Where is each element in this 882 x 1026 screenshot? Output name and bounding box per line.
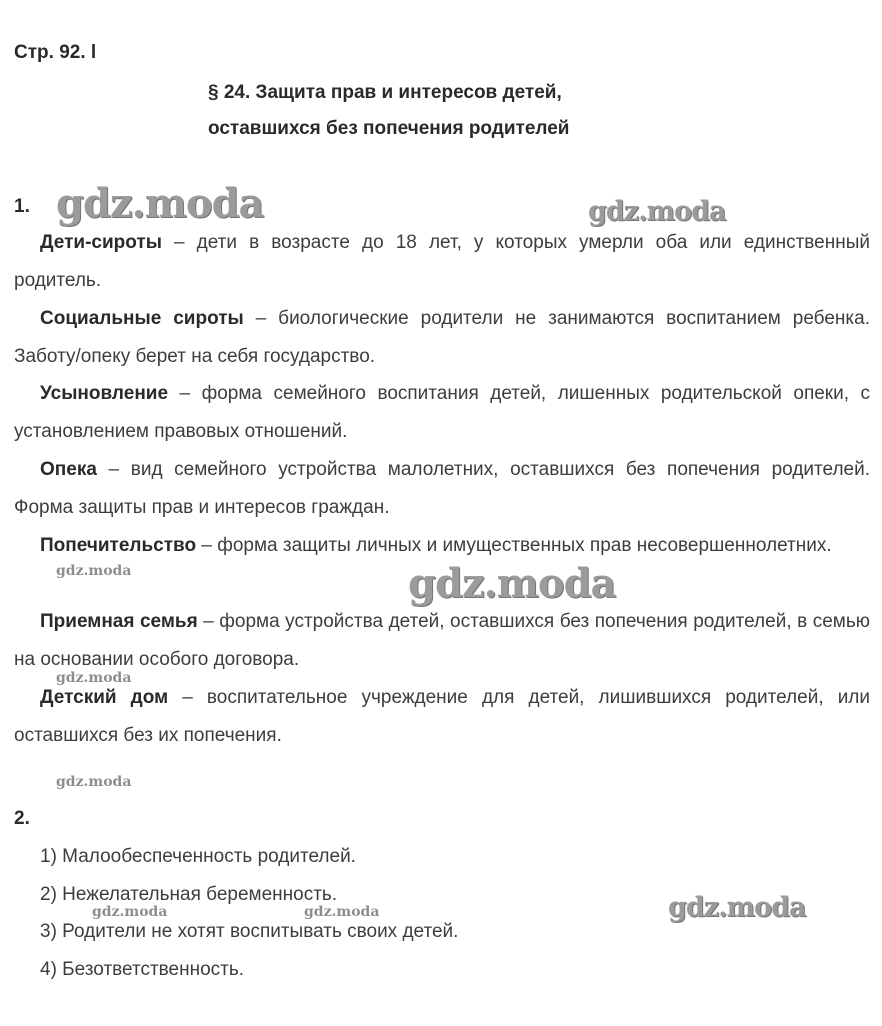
definition-text: – форма семейного воспитания детей, лишенных родительской опеки, с установлением правовых отношений. (14, 383, 870, 442)
definition-paragraph (14, 527, 870, 565)
watermark-logo: gdz.moda (304, 904, 380, 920)
section-title-line-2: оставшихся без попечения родителей (208, 118, 570, 139)
watermark-logo: gdz.moda (668, 892, 806, 923)
definition-text: – форма защиты личных и имущественных прав несовершеннолетних. (196, 535, 832, 556)
definition-paragraph (14, 375, 870, 450)
watermark-logo: gdz.moda (56, 180, 264, 227)
page-number-label: Стр. 92. l (14, 42, 97, 63)
definition-term: Усыновление (40, 383, 169, 404)
list-item: 4) Безответственность. (40, 959, 245, 980)
watermark-logo: gdz.moda (56, 774, 132, 790)
definition-paragraph (14, 300, 870, 375)
watermark-logo: gdz.moda (92, 904, 168, 920)
definition-text: – форма устройства детей, оставшихся без попечения родителей, в семью на основании особого договора. (14, 611, 870, 670)
watermark-logo: gdz.moda (56, 563, 132, 579)
definition-paragraph (14, 679, 870, 754)
definition-text: – воспитательное учреждение для детей, лишившихся родителей, или оставшихся без их попечения. (14, 687, 871, 746)
definition-term: Попечительство (40, 535, 197, 556)
watermark-logo: gdz.moda (56, 670, 132, 686)
definition-term: Приемная семья (40, 611, 198, 632)
definition-text: – дети в возрасте до 18 лет, у которых умерли оба или единственный родитель. (14, 232, 870, 291)
definition-paragraph (14, 451, 870, 526)
definition-term: Опека (40, 459, 97, 480)
watermark-logo: gdz.moda (408, 560, 616, 607)
list-item: 3) Родители не хотят воспитывать своих детей. (40, 921, 459, 942)
definition-term: Дети-сироты (40, 232, 162, 253)
definition-text: – вид семейного устройства малолетних, оставшихся без попечения родителей. Форма защиты прав и интересов граждан. (14, 459, 870, 518)
definition-text: – биологические родители не занимаются воспитанием ребенка. Заботу/опеку берет на себя государство. (14, 308, 870, 367)
definition-term: Социальные сироты (40, 308, 244, 329)
task-1-number: 1. (14, 196, 30, 217)
list-item: 1) Малообеспеченность родителей. (40, 846, 356, 867)
list-item: 2) Нежелательная беременность. (40, 884, 338, 905)
definition-term: Детский дом (40, 687, 169, 708)
definition-paragraph (14, 224, 870, 299)
watermark-logo: gdz.moda (588, 196, 726, 227)
definition-paragraph (14, 603, 870, 678)
section-title-line-1: § 24. Защита прав и интересов детей, (208, 82, 562, 103)
task-2-number: 2. (14, 808, 30, 829)
